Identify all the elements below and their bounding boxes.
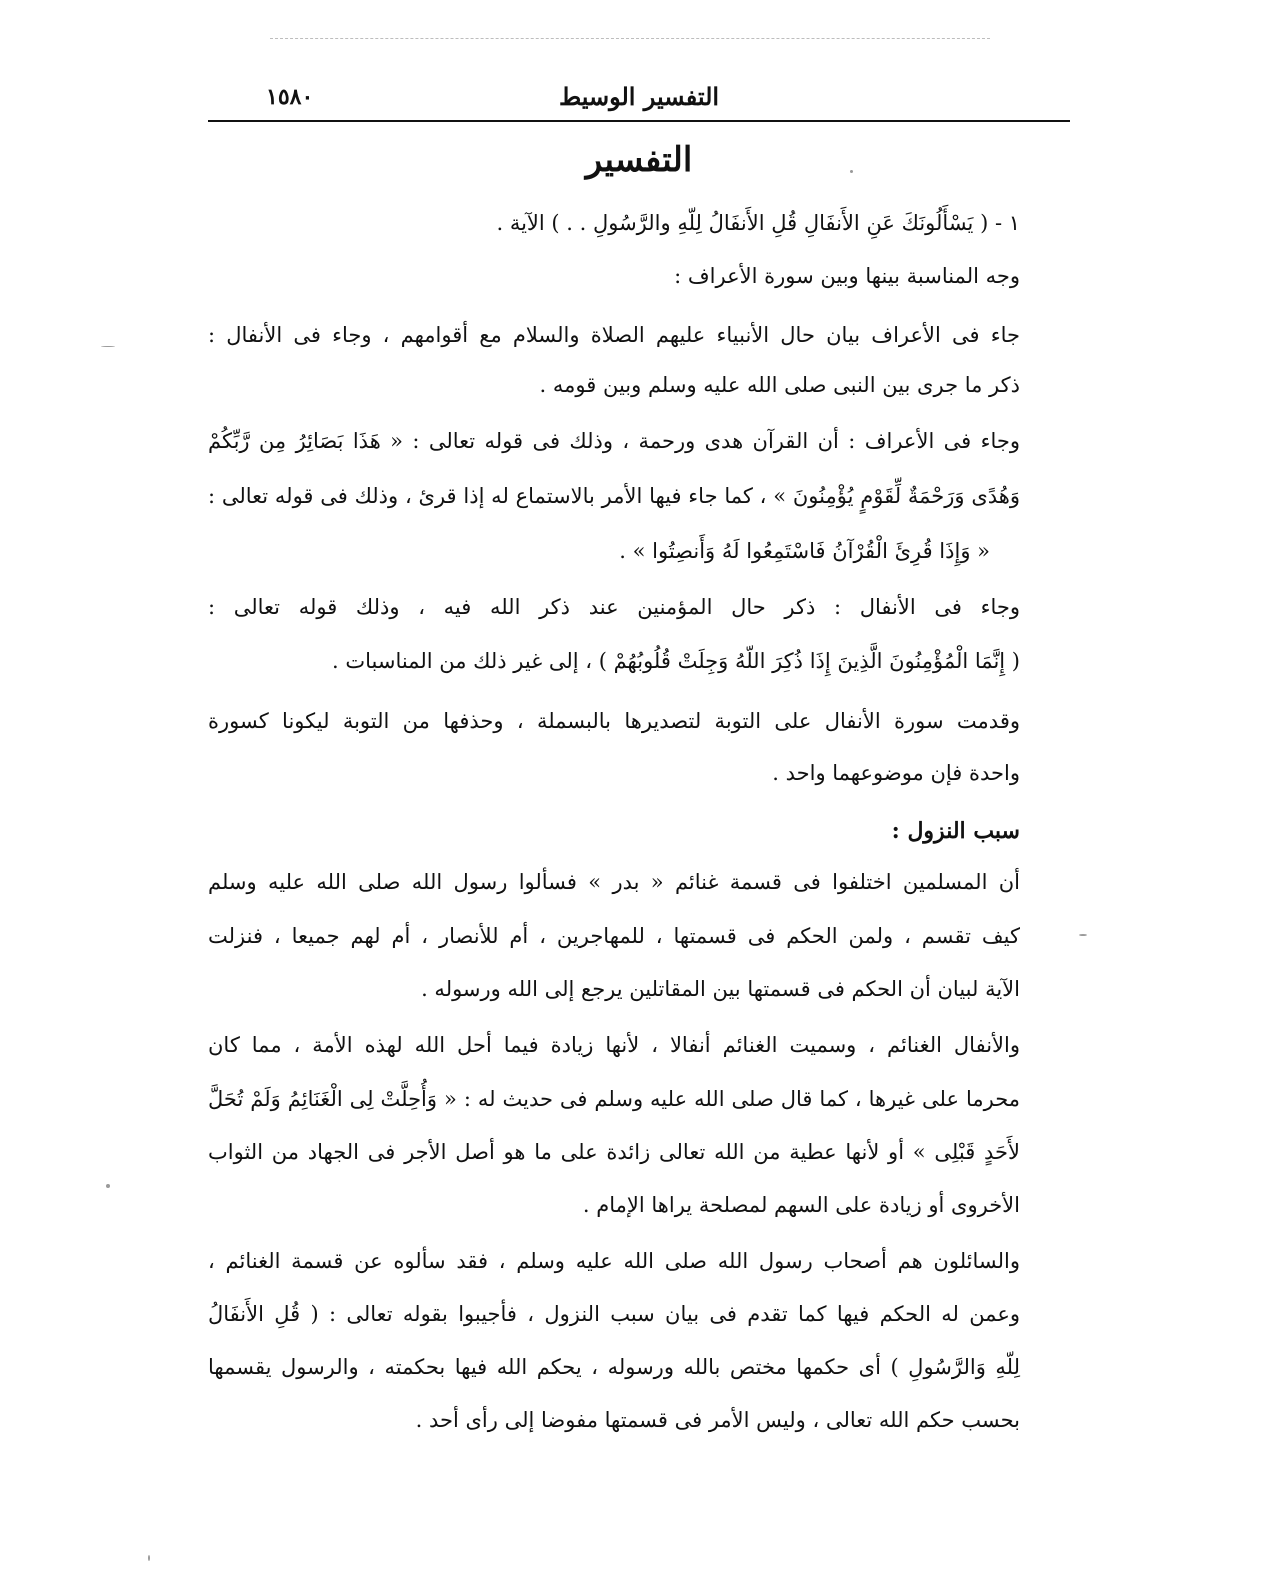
header-title: التفسير الوسيط: [558, 82, 720, 111]
text-line: وجاء فى الأنفال : ذكر حال المؤمنين عند ذكر الله فيه ، وذلك قوله تعالى :: [208, 595, 1020, 619]
text-line: والأنفال الغنائم ، وسميت الغنائم أنفالا ، لأنها زيادة فيما أحل الله لهذه الأمة ، مما كان: [208, 1033, 1020, 1057]
scan-speck: [1079, 934, 1087, 936]
scan-speck: [101, 346, 115, 347]
text-line: أن المسلمين اختلفوا فى قسمة غنائم « بدر » فسألوا رسول الله صلى الله عليه وسلم: [208, 870, 1020, 894]
running-header: [208, 78, 1070, 118]
text-line: محرما على غيرها ، كما قال صلى الله عليه وسلم فى حديث له : « وَأُحِلَّتْ لِى الْغَنَائِمُ وَلَمْ تُحَلَّ: [208, 1087, 1020, 1111]
text-line: الآية لبيان أن الحكم فى قسمتها بين المقاتلين يرجع إلى الله ورسوله .: [421, 977, 1020, 1001]
text-line: وجه المناسبة بينها وبين سورة الأعراف :: [674, 264, 1020, 288]
text-line: لِلّهِ وَالرَّسُولِ ) أى حكمها مختص بالله ورسوله ، يحكم الله فيها بحكمته ، والرسول يقسمها: [208, 1355, 1020, 1379]
text-line: وجاء فى الأعراف : أن القرآن هدى ورحمة ، وذلك فى قوله تعالى : « هَذَا بَصَائِرُ مِن رَّبِّكُمْ: [208, 429, 1020, 453]
verse-line: ١ - ( يَسْأَلُونَكَ عَنِ الأَنفَالِ قُلِ الأَنفَالُ لِلّهِ والرَّسُولِ . . ) الآية .: [496, 211, 1020, 235]
page-number: ١٥٨٠: [266, 84, 314, 110]
text-line: بحسب حكم الله تعالى ، وليس الأمر فى قسمتها مفوضا إلى رأى أحد .: [415, 1408, 1020, 1432]
text-line: واحدة فإن موضوعهما واحد .: [772, 761, 1020, 785]
text-line: وَهُدًى وَرَحْمَةٌ لِّقَوْمٍ يُؤْمِنُونَ » ، كما جاء فيها الأمر بالاستماع له إذا قرئ ، وذلك فى قوله تعالى :: [208, 484, 1020, 508]
text-line: وقدمت سورة الأنفال على التوبة لتصديرها بالبسملة ، وحذفها من التوبة ليكونا كسورة: [208, 709, 1020, 733]
text-line: وعمن له الحكم فيها كما تقدم فى بيان سبب النزول ، فأجيبوا بقوله تعالى : ( قُلِ الأَنفَالُ: [208, 1302, 1020, 1326]
text-line: الأخروى أو زيادة على السهم لمصلحة يراها الإمام .: [582, 1193, 1020, 1217]
section-title: التفسير: [585, 140, 693, 180]
text-line: ( إِنَّمَا الْمُؤْمِنُونَ الَّذِينَ إِذَا ذُكِرَ اللّهُ وَجِلَتْ قُلُوبُهُمْ ) ، إلى غير ذلك من المناسبات .: [332, 649, 1020, 673]
text-line: كيف تقسم ، ولمن الحكم فى قسمتها ، للمهاجرين ، أم للأنصار ، أم لهم جميعا ، فنزلت: [208, 924, 1020, 948]
text-line: جاء فى الأعراف بيان حال الأنبياء عليهم الصلاة والسلام مع أقوامهم ، وجاء فى الأنفال :: [208, 323, 1020, 347]
scan-speck: [850, 170, 853, 173]
text-line: ذكر ما جرى بين النبى صلى الله عليه وسلم وبين قومه .: [539, 373, 1020, 397]
text-line: لأَحَدٍ قَبْلِى » أو لأنها عطية من الله تعالى زائدة على ما هو أصل الأجر فى الجهاد من الثواب: [208, 1140, 1020, 1164]
quote-line: « وَإِذَا قُرِئَ الْقُرْآنُ فَاسْتَمِعُوا لَهُ وَأَنصِتُوا » .: [619, 539, 990, 563]
text-line: والسائلون هم أصحاب رسول الله صلى الله عليه وسلم ، فقد سألوه عن قسمة الغنائم ،: [208, 1249, 1020, 1273]
scan-speck: [148, 1555, 150, 1561]
subheading: سبب النزول :: [891, 818, 1020, 844]
scan-speck: [106, 1184, 110, 1188]
top-edge-dashes: [270, 38, 990, 39]
header-rule: [208, 120, 1070, 122]
